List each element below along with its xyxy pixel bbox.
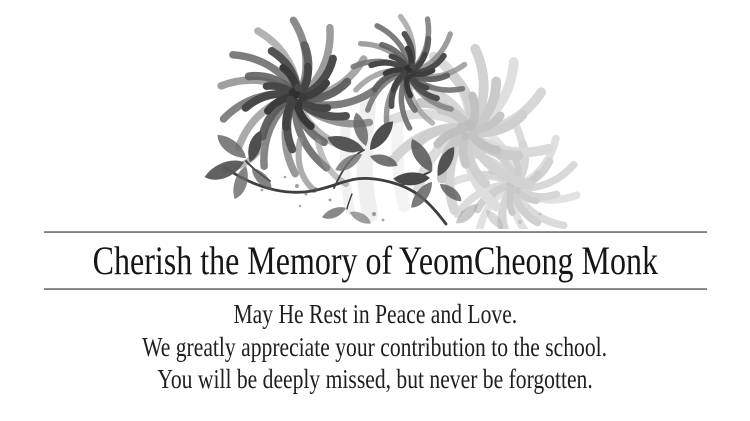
message-line-1	[0, 298, 750, 331]
memorial-message	[0, 290, 750, 396]
message-line-2	[0, 331, 750, 364]
memorial-title	[0, 233, 750, 288]
message-line-3	[0, 363, 750, 396]
memorial-title-text: Cherish the Memory of YeomCheong Monk	[92, 238, 658, 283]
message-line-2-text: We greatly appreciate your contribution to the school.	[142, 331, 608, 362]
message-line-1-text: May He Rest in Peace and Love.	[233, 299, 517, 329]
message-line-3-text: You will be deeply missed, but never be forgotten.	[157, 364, 593, 394]
